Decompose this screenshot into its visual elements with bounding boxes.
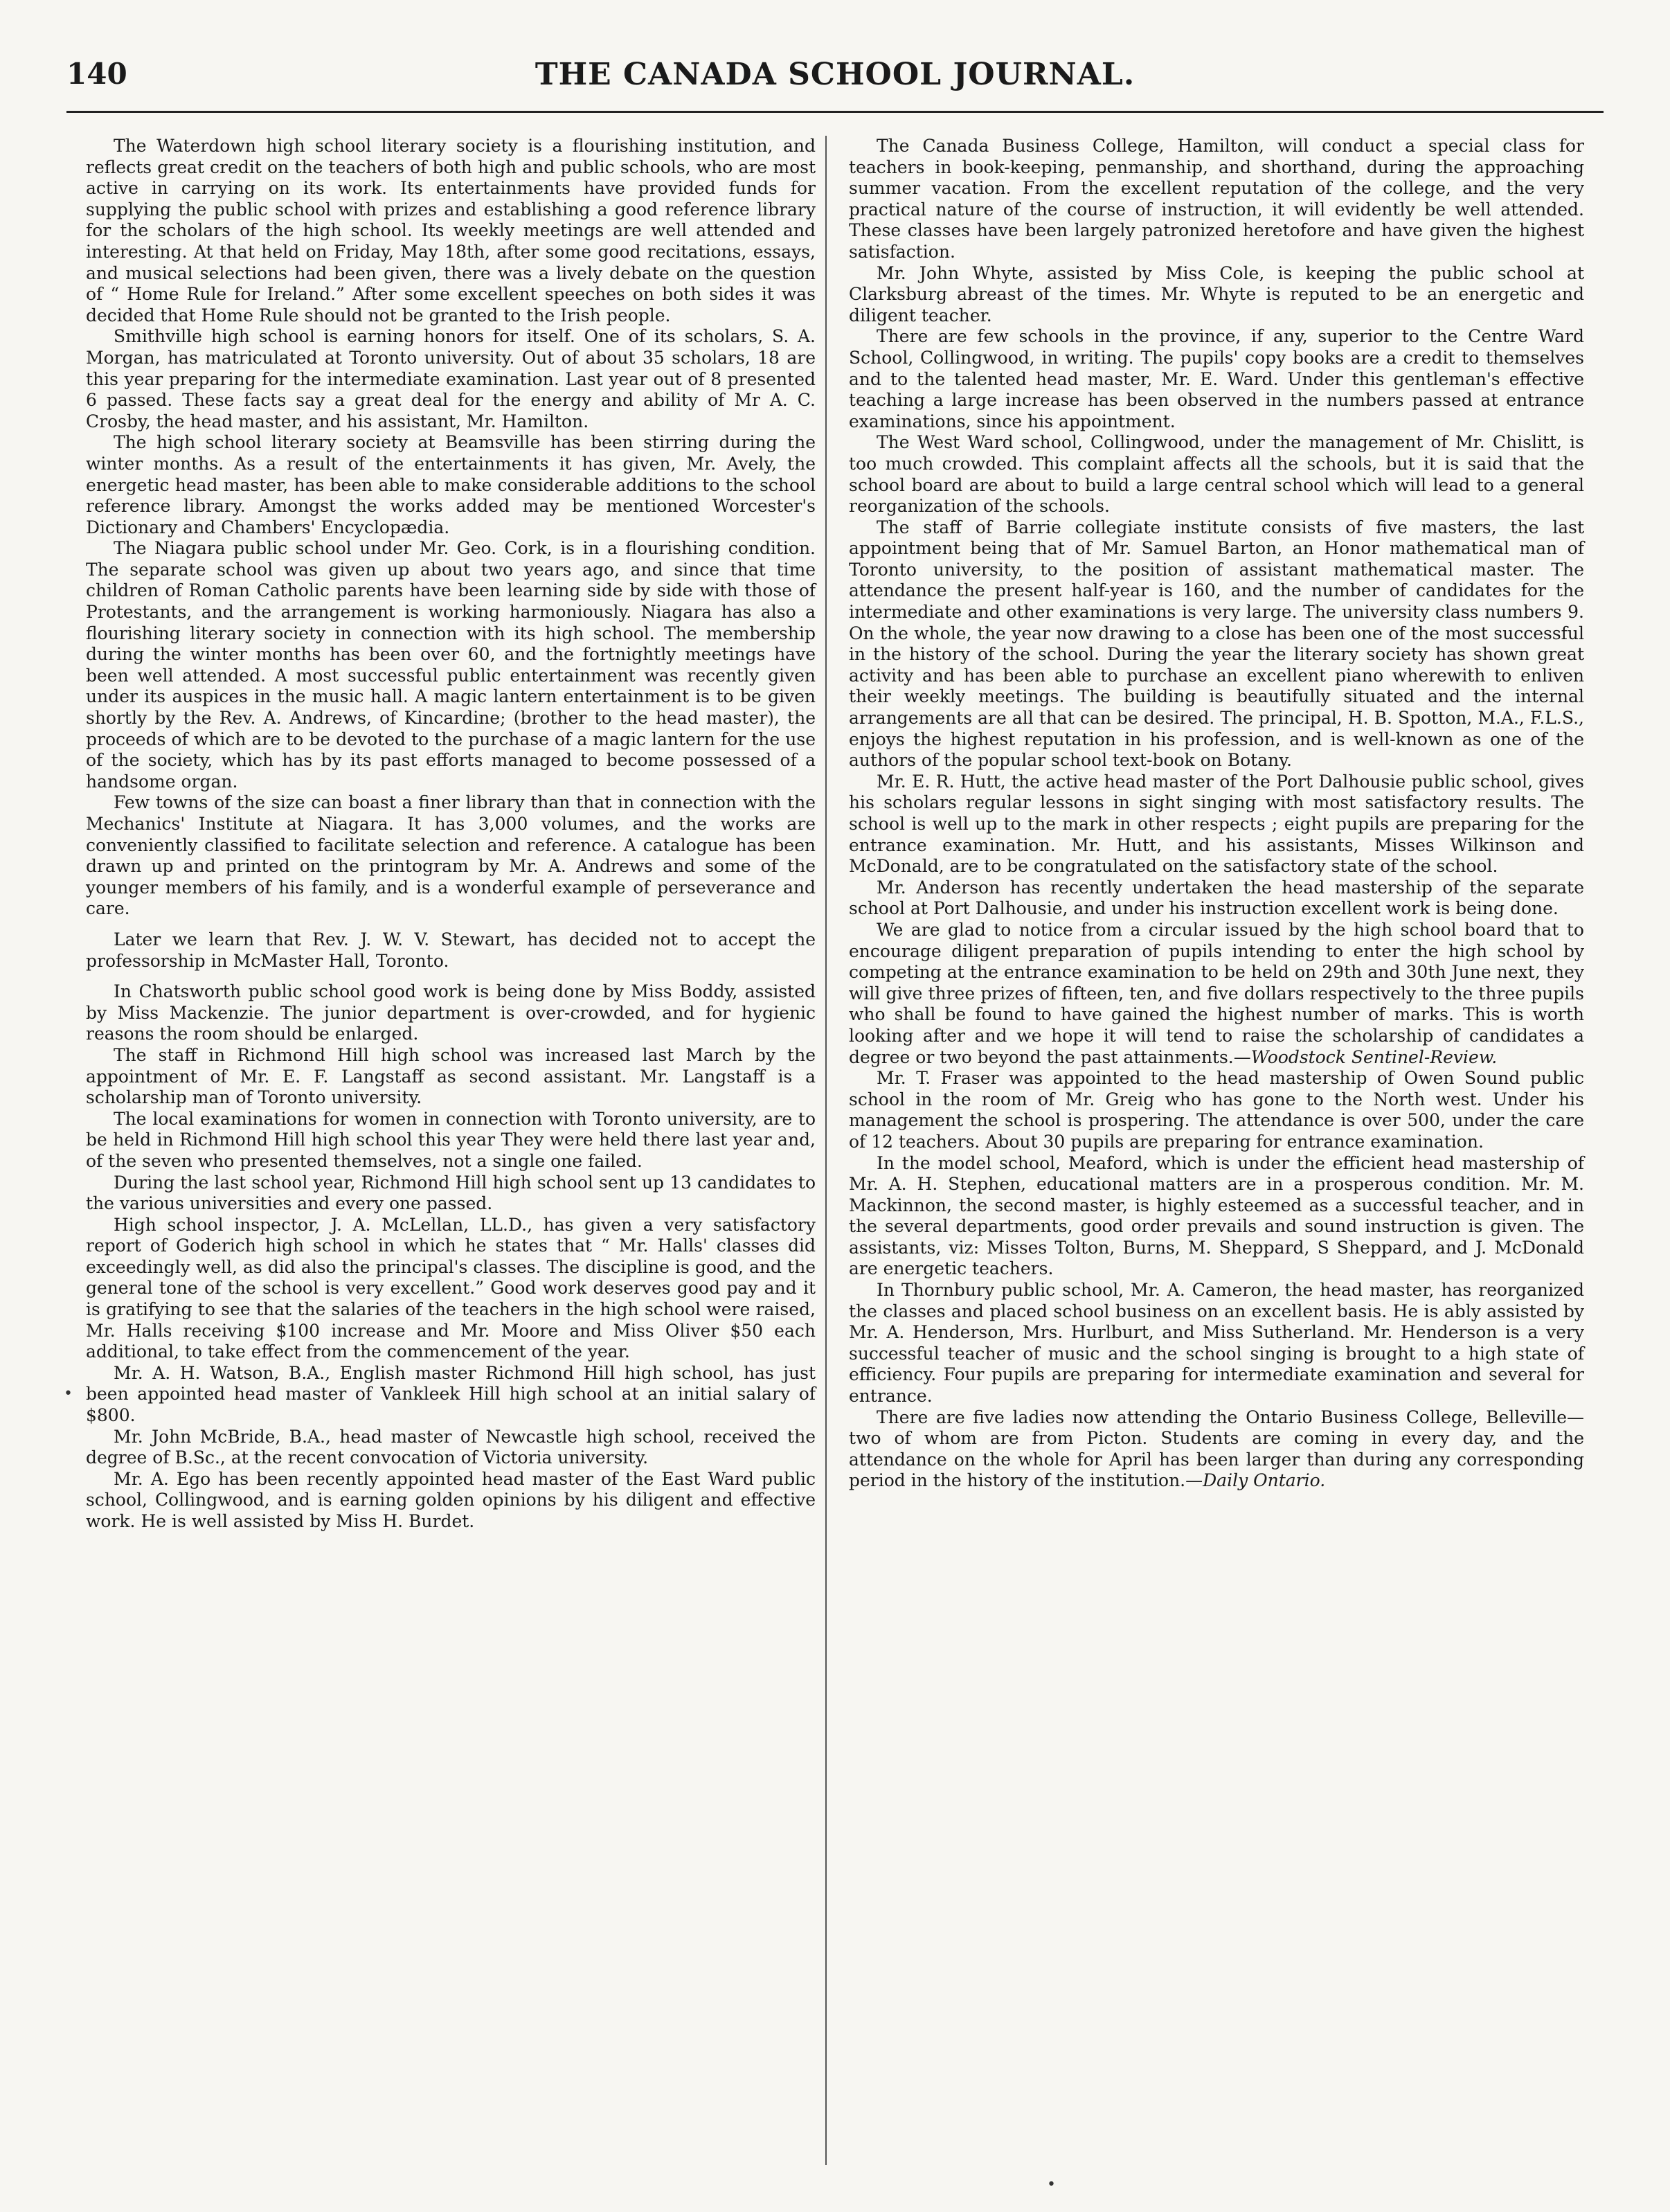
source-citation: Woodstock Sentinel-Review. bbox=[1250, 1046, 1498, 1067]
paragraph bbox=[86, 432, 816, 538]
paragraph bbox=[849, 771, 1584, 877]
header-rule bbox=[66, 111, 1604, 113]
page-header bbox=[66, 57, 1604, 101]
paragraph-text: Smithville high school is earning honors for itself. One of its scholars, S. A. Morgan, has matriculated at Toronto university. Out of about 35 scholars, 18 are this year preparing for the intermediate examination. Last year out of 8 presented 6 passed. These facts say a great deal for the energy and ability of Mr A. C. Crosby, the head master, and his assistant, Mr. Hamilton. bbox=[86, 326, 816, 431]
paragraph bbox=[86, 929, 816, 972]
paragraph-text: The staff of Barrie collegiate institute consists of five masters, the last appointment being that of Mr. Samuel Barton, an Honor mathematical man of Toronto university, to the position of assistant mathematical master. The attendance the present half-year is 160, and the number of candidates for the intermediate and other examinations is very large. The university class numbers 9. On the whole, the year now drawing to a close has been one of the most successful in the history of the school. During the year the literary society has shown great activity and has been able to purchase an excellent piano wherewith to enliven their weekly meetings. The building is beautifully situated and the internal arrangements are all that can be desired. The principal, H. B. Spotton, M.A., F.L.S., enjoys the highest reputation in his profession, and is well-known as one of the authors of the popular school text-book on Botany. bbox=[849, 517, 1584, 771]
paragraph-text: The West Ward school, Collingwood, under the management of Mr. Chislitt, is too much crowded. This complaint affects all the schools, but it is said that the school board are about to build a large central school which will lead to a general reorganization of the schools. bbox=[849, 432, 1584, 517]
paragraph-text: Mr. John Whyte, assisted by Miss Cole, is keeping the public school at Clarksburg abreast of the times. Mr. Whyte is reputed to be an energetic and diligent teacher. bbox=[849, 262, 1584, 325]
source-citation: Daily Ontario. bbox=[1203, 1470, 1326, 1491]
paragraph bbox=[86, 981, 816, 1045]
paragraph-text: Mr. T. Fraser was appointed to the head mastership of Owen Sound public school in the room of Mr. Greig who has gone to the North west. Under his management the school is prospering. The attendance is over 500, under the care of 12 teachers. About 30 pupils are preparing for entrance examination. bbox=[849, 1068, 1584, 1152]
paragraph bbox=[86, 792, 816, 920]
paragraph-text: Mr. John McBride, B.A., head master of Newcastle high school, received the degree of B.Sc., at the recent convocation of Victoria university. bbox=[86, 1426, 816, 1468]
paragraph bbox=[849, 326, 1584, 432]
paragraph-text: The Waterdown high school literary society is a flourishing institution, and reflects great credit on the teachers of both high and public schools, who are most active in carrying on its work. Its entertainments have provided funds for supplying the public school with prizes and establishing a good reference library for the scholars of the high school. Its weekly meetings are well attended and interesting. At that held on Friday, May 18th, after some good recitations, essays, and musical selections had been given, there was a lively debate on the question of “ Home Rule for Ireland.” After some excellent speeches on both sides it was decided that Home Rule should not be granted to the Irish people. bbox=[86, 136, 816, 325]
paragraph bbox=[86, 1469, 816, 1533]
paragraph bbox=[86, 136, 816, 326]
paragraph bbox=[849, 920, 1584, 1068]
paragraph bbox=[86, 1045, 816, 1109]
paragraph-text: In Chatsworth public school good work is being done by Miss Boddy, assisted by Miss Mackenzie. The junior department is over-crowded, and for hygienic reasons the room should be enlarged. bbox=[86, 981, 816, 1044]
paragraph bbox=[86, 326, 816, 432]
paragraph bbox=[86, 1363, 816, 1427]
paragraph-text: In the model school, Meaford, which is under the efficient head mastership of Mr. A. H. Stephen, educational matters are in a prosperous condition. Mr. M. Mackinnon, the second master, is highly esteemed as a successful teacher, and in the several departments, good order prevails and sound instruction is given. The assistants, viz: Misses Tolton, Burns, M. Sheppard, S Sheppard, and J. McDonald are energetic teachers. bbox=[849, 1152, 1584, 1279]
paragraph bbox=[86, 1427, 816, 1469]
paragraph bbox=[86, 1215, 816, 1363]
page-number: 140 bbox=[66, 57, 127, 91]
paragraph-text: In Thornbury public school, Mr. A. Cameron, the head master, has reorganized the classes and placed school business on an excellent basis. He is ably assisted by Mr. A. Henderson, Mrs. Hurlburt, and Miss Sutherland. Mr. Henderson is a very successful teacher of music and the school singing is brought to a high state of efficiency. Four pupils are preparing for intermediate examination and several for entrance. bbox=[849, 1280, 1584, 1407]
journal-title: THE CANADA SCHOOL JOURNAL. bbox=[535, 57, 1135, 92]
paragraph bbox=[86, 538, 816, 792]
stray-mark: • bbox=[64, 1385, 73, 1402]
paragraph bbox=[849, 263, 1584, 327]
paragraph-text: There are few schools in the province, if any, superior to the Centre Ward School, Collingwood, in writing. The pupils' copy books are a credit to themselves and to the talented head master, Mr. E. Ward. Under this gentleman's effective teaching a large increase has been observed in the numbers passed at entrance examinations, since his appointment. bbox=[849, 326, 1584, 431]
paragraph-text: Later we learn that Rev. J. W. V. Stewart, has decided not to accept the professorship in McMaster Hall, Toronto. bbox=[86, 929, 816, 971]
paragraph-text: There are five ladies now attending the Ontario Business College, Belleville—two of whom are from Picton. Students are coming in every day, and the attendance on the whole for April has been larger than during any corresponding period in the history of the institution.— bbox=[849, 1407, 1584, 1491]
paragraph-text: High school inspector, J. A. McLellan, LL.D., has given a very satisfactory report of Goderich high school in which he states that “ Mr. Halls' classes did exceedingly well, as did also the principal's classes. The discipline is good, and the general tone of the school is very excellent.” Good work deserves good pay and it is gratifying to see that the salaries of the teachers in the high school were raised, Mr. Halls receiving $100 increase and Mr. Moore and Miss Oliver $50 each additional, to take effect from the commencement of the year. bbox=[86, 1214, 816, 1362]
paragraph bbox=[849, 432, 1584, 517]
paragraph bbox=[86, 1172, 816, 1215]
left-column bbox=[86, 136, 816, 1533]
paragraph-text: The Canada Business College, Hamilton, will conduct a special class for teachers in book-keeping, penmanship, and shorthand, during the approaching summer vacation. From the excellent reputation of the college, and the very practical nature of the course of instruction, it will evidently be well attended. These classes have been largely patronized heretofore and have given the highest satisfaction. bbox=[849, 136, 1584, 262]
paragraph bbox=[86, 1109, 816, 1172]
paragraph-text: Few towns of the size can boast a finer library than that in connection with the Mechanics' Institute at Niagara. It has 3,000 volumes, and the works are conveniently classified to facilitate selection and reference. A catalogue has been drawn up and printed on the printogram by Mr. A. Andrews and some of the younger members of his family, and is a wonderful example of perseverance and care. bbox=[86, 792, 816, 919]
paragraph-text: Mr. A. H. Watson, B.A., English master Richmond Hill high school, has just been appointed head master of Vankleek Hill high school at an initial salary of $800. bbox=[86, 1362, 816, 1426]
paragraph bbox=[849, 1068, 1584, 1152]
paragraph bbox=[849, 517, 1584, 771]
paragraph bbox=[849, 1280, 1584, 1407]
paragraph-text: During the last school year, Richmond Hill high school sent up 13 candidates to the various universities and every one passed. bbox=[86, 1172, 816, 1214]
paragraph bbox=[849, 877, 1584, 920]
paragraph-text: The staff in Richmond Hill high school was increased last March by the appointment of Mr. E. F. Langstaff as second assistant. Mr. Langstaff is a scholarship man of Toronto university. bbox=[86, 1044, 816, 1108]
column-divider bbox=[825, 136, 827, 2165]
paragraph-text: Mr. Anderson has recently undertaken the head mastership of the separate school at Port Dalhousie, and under his instruction excellent work is being done. bbox=[849, 877, 1584, 919]
paragraph-text: We are glad to notice from a circular issued by the high school board that to encourage diligent preparation of pupils intending to enter the high school by competing at the entrance examination to be held on 29th and 30th June next, they will give three prizes of fifteen, ten, and five dollars respectively to the three pupils who shall be found to have gained the highest number of marks. This is worth looking after and we hope it will tend to raise the scholarship of candidates a degree or two beyond the past attainments.— bbox=[849, 919, 1584, 1067]
right-column bbox=[849, 136, 1584, 1492]
paragraph-text: Mr. E. R. Hutt, the active head master of the Port Dalhousie public school, gives his scholars regular lessons in sight singing with most satisfactory results. The school is well up to the mark in other respects ; eight pupils are preparing for the entrance examination. Mr. Hutt, and his assistants, Misses Wilkinson and McDonald, are to be congratulated on the satisfactory state of the school. bbox=[849, 771, 1584, 877]
paragraph-text: The Niagara public school under Mr. Geo. Cork, is in a flourishing condition. The separate school was given up about two years ago, and since that time children of Roman Catholic parents have been learning side by side with those of Protestants, and the arrangement is working harmoniously. Niagara has also a flourishing literary society in connection with its high school. The membership during the winter months has been over 60, and the fortnightly meetings have been well attended. A most successful public entertainment was recently given under its auspices in the music hall. A magic lantern entertainment is to be given shortly by the Rev. A. Andrews, of Kincardine; (brother to the head master), the proceeds of which are to be devoted to the purchase of a magic lantern for the use of the society, which has by its past efforts managed to become possessed of a handsome organ. bbox=[86, 538, 816, 792]
paragraph-text: The local examinations for women in connection with Toronto university, are to be held in Richmond Hill high school this year They were held there last year and, of the seven who presented themselves, not a single one failed. bbox=[86, 1108, 816, 1171]
paragraph-text: The high school literary society at Beamsville has been stirring during the winter months. As a result of the entertainments it has given, Mr. Avely, the energetic head master, has been able to make considerable additions to the school reference library. Amongst the works added may be mentioned Worcester's Dictionary and Chambers' Encyclopædia. bbox=[86, 432, 816, 537]
paragraph bbox=[849, 136, 1584, 263]
paragraph-text: Mr. A. Ego has been recently appointed head master of the East Ward public school, Collingwood, and is earning golden opinions by his diligent and effective work. He is well assisted by Miss H. Burdet. bbox=[86, 1468, 816, 1531]
stray-mark: • bbox=[1047, 2176, 1056, 2193]
paragraph bbox=[849, 1407, 1584, 1492]
paragraph bbox=[849, 1153, 1584, 1281]
